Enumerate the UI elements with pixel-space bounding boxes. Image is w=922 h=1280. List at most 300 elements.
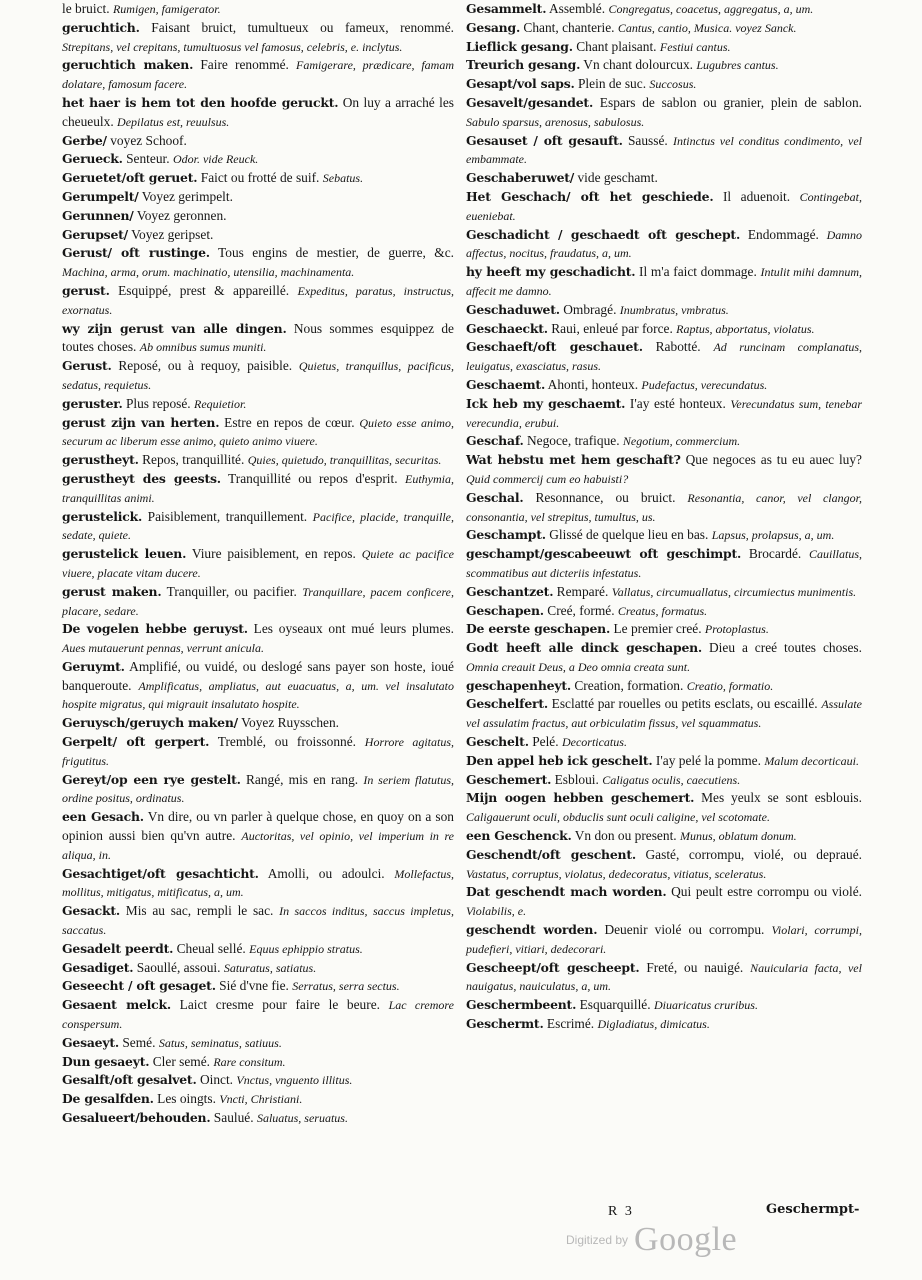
entry-headword: hy heeft my geschadicht. xyxy=(466,264,636,280)
entry-french: Esbloui. xyxy=(554,771,599,787)
entry-headword: Dat geschendt mach worden. xyxy=(466,884,667,900)
entry-latin: Vastatus, corruptus, violatus, dedecoratus, vitiatus, sceleratus. xyxy=(466,866,767,881)
entry-latin: Quieto esse animo, securum ac liberum esse animo, quieto animo viuere. xyxy=(62,415,454,449)
entry-headword: Gesaeyt. xyxy=(62,1034,119,1050)
entry-latin: Pacifice, placide, tranquille, sedate, quiete. xyxy=(62,509,454,543)
entry-latin: Assulate vel assulatim fractus, aut orbiculatim fissus, vel squammatus. xyxy=(466,697,862,731)
entry-french: I'ay pelé la pomme. xyxy=(655,752,761,768)
dictionary-entry xyxy=(62,771,454,809)
dictionary-entry xyxy=(466,338,862,376)
entry-headword: Geschermt. xyxy=(466,1016,544,1032)
dictionary-entry xyxy=(466,75,862,94)
entry-latin: Succosus. xyxy=(649,77,697,92)
entry-latin: Vncti, Christiani. xyxy=(219,1092,303,1107)
entry-french: Raui, enleué par force. xyxy=(551,320,673,336)
dictionary-entry xyxy=(62,1053,454,1072)
entry-latin: Pudefactus, verecundatus. xyxy=(641,377,768,392)
entry-french: Plein de suc. xyxy=(577,76,647,92)
entry-headword: Gerust. xyxy=(62,358,112,374)
entry-french: Escrimé. xyxy=(546,1016,595,1032)
entry-latin: Ab omnibus sumus muniti. xyxy=(139,340,267,355)
entry-french: Creé, formé. xyxy=(547,602,615,618)
dictionary-entry xyxy=(62,1034,454,1053)
entry-latin: Quies, quietudo, tranquillitas, securitas. xyxy=(247,453,442,468)
dictionary-entry xyxy=(466,677,862,696)
entry-latin: Horrore agitatus, frigutitus. xyxy=(62,735,454,768)
entry-french: Brocardé. xyxy=(748,546,802,562)
entry-latin: Sabulo sparsus, arenosus, sabulosus. xyxy=(466,114,645,129)
dictionary-entry xyxy=(62,132,454,151)
entry-latin: Decorticatus. xyxy=(561,735,627,750)
entry-french: Nous sommes esquippez de toutes choses. xyxy=(62,320,454,355)
entry-latin: Quiete ac pacifice viuere, placate vitam ducere. xyxy=(62,547,454,580)
entry-french: Reposé, ou à requoy, paisible. xyxy=(118,358,293,374)
dictionary-entry xyxy=(62,320,454,358)
entry-latin: Caligauerunt oculi, obduclis sunt oculi caligine, vel scotomate. xyxy=(466,810,770,825)
entry-headword: Gesackt. xyxy=(62,903,121,919)
entry-french: Saulué. xyxy=(213,1110,254,1126)
watermark-logo-text: Google xyxy=(634,1221,738,1258)
entry-latin: Verecundatus sum, tenebar verecundia, erubui. xyxy=(466,396,862,430)
entry-headword: gerustheyt. xyxy=(62,452,139,468)
entry-latin: Munus, oblatum donum. xyxy=(680,829,797,844)
entry-french: Deuenir violé ou corrompu. xyxy=(604,922,765,938)
entry-headword: Gesadiget. xyxy=(62,959,134,975)
entry-latin: Creatus, formatus. xyxy=(617,603,708,618)
entry-french: Il m'a faict dommage. xyxy=(639,264,757,280)
dictionary-entry xyxy=(466,846,862,884)
entry-latin: Omnia creauit Deus, a Deo omnia creata sunt. xyxy=(466,659,691,674)
dictionary-entry xyxy=(62,545,454,583)
entry-french: Esquarquillé. xyxy=(579,997,651,1013)
entry-french: Cheual sellé. xyxy=(176,940,246,956)
entry-latin: Cantus, cantio, Musica. voyez Sanck. xyxy=(617,20,797,35)
entry-headword: Ick heb my geschaemt. xyxy=(466,395,626,411)
dictionary-entry xyxy=(466,695,862,733)
dictionary-entry xyxy=(466,526,862,545)
dictionary-entry xyxy=(466,301,862,320)
entry-french: Faisant bruict, tumultueux ou fameux, renommé. xyxy=(151,19,454,35)
entry-french: Negoce, trafique. xyxy=(526,433,620,449)
entry-latin: Raptus, abportatus, violatus. xyxy=(676,321,815,336)
entry-latin: Lugubres cantus. xyxy=(696,58,779,73)
entry-latin: Intinctus vel conditus condimento, vel embammate. xyxy=(466,133,862,167)
entry-latin: Creatio, formatio. xyxy=(686,678,774,693)
entry-headword: geruchtich. xyxy=(62,19,140,35)
entry-latin: Quid commercij cum eo habuisti? xyxy=(466,471,629,486)
entry-headword: De vogelen hebbe geruyst. xyxy=(62,621,248,637)
dictionary-entry xyxy=(466,545,862,583)
entry-headword: Gesauset / oft gesauft. xyxy=(466,132,623,148)
entry-headword: Geschendt/oft geschent. xyxy=(466,846,636,862)
entry-headword: een Geschenck. xyxy=(466,828,572,844)
entry-headword: een Gesach. xyxy=(62,809,144,825)
entry-latin: In saccos inditus, saccus impletus, saccatus. xyxy=(62,904,454,938)
entry-headword: Gesang. xyxy=(466,19,521,35)
entry-french: Semé. xyxy=(122,1034,156,1050)
entry-headword: Geschal. xyxy=(466,489,524,505)
entry-latin: Depilatus est, reuulsus. xyxy=(117,114,230,129)
entry-latin: Lapsus, prolapsus, a, um. xyxy=(711,528,835,543)
entry-french: Vn dire, ou vn parler à quelque chose, en quoy on a son opinion aussi bien qu'vn autre. xyxy=(62,809,454,844)
entry-headword: wy zijn gerust van alle dingen. xyxy=(62,320,287,336)
dictionary-entry xyxy=(62,56,454,94)
dictionary-entry xyxy=(466,583,862,602)
entry-headword: Gesalft/oft gesalvet. xyxy=(62,1072,197,1088)
entry-headword: Geseecht / oft gesaget. xyxy=(62,978,216,994)
entry-headword: Mijn oogen hebben geschemert. xyxy=(466,790,695,806)
entry-headword: Geschaf. xyxy=(466,433,524,449)
entry-french: Pelé. xyxy=(532,734,559,750)
entry-headword: Gerust/ oft rustinge. xyxy=(62,245,210,261)
dictionary-entry xyxy=(466,376,862,395)
entry-latin: Intulit mihi damnum, affecit me damno. xyxy=(466,265,863,298)
entry-headword: Geschaberuwet/ xyxy=(466,170,575,186)
entry-latin: In seriem flatutus, ordine positus, ordinatus. xyxy=(62,772,454,806)
dictionary-entry xyxy=(466,489,862,527)
dictionary-entry xyxy=(466,395,862,433)
entry-latin: Amplificatus, ampliatus, aut euacuatus, a, um. vel insalutato hospite migratus, qui migrauit insalutato hospite. xyxy=(62,678,454,712)
entry-french: Amplifié, ou vuidé, ou deslogé sans payer son hoste, ioué banqueroute. xyxy=(62,658,454,693)
entry-headword: Geschermbeent. xyxy=(466,997,577,1013)
dictionary-entry xyxy=(62,733,454,771)
entry-french: Esclatté par rouelles ou petits esclats, ou escaillé. xyxy=(551,696,818,712)
entry-french: Voyez gerimpelt. xyxy=(141,188,233,204)
entry-french: Chant plaisant. xyxy=(576,38,657,54)
entry-latin: Vallatus, circumuallatus, circumiectus munimentis. xyxy=(611,584,857,599)
dictionary-entry xyxy=(62,282,454,320)
entry-french: vide geschamt. xyxy=(577,170,658,186)
entry-latin: Saluatus, seruatus. xyxy=(256,1111,348,1126)
entry-headword: Gerbe/ xyxy=(62,132,107,148)
dictionary-entry xyxy=(466,432,862,451)
dictionary-entry xyxy=(466,639,862,677)
entry-headword: Dun gesaeyt. xyxy=(62,1053,150,1069)
entry-headword: De eerste geschapen. xyxy=(466,621,611,637)
entry-french: Qui peult estre corrompu ou violé. xyxy=(671,884,862,900)
entry-french: Tremblé, ou froissonné. xyxy=(217,734,357,750)
entry-french: Plus reposé. xyxy=(125,395,191,411)
dictionary-entry xyxy=(62,583,454,621)
entry-headword: Geruymt. xyxy=(62,658,125,674)
entry-latin: Odor. vide Reuck. xyxy=(172,152,259,167)
dictionary-entry xyxy=(62,940,454,959)
entry-french: Esquippé, prest & appareillé. xyxy=(118,282,290,298)
entry-french: Senteur. xyxy=(126,151,170,167)
entry-latin: Auctoritas, vel opinio, vel imperium in re aliqua, in. xyxy=(62,829,454,862)
entry-french: Gasté, corrompu, violé, ou depraué. xyxy=(645,846,862,862)
entry-headword: geruster. xyxy=(62,395,123,411)
dictionary-entry xyxy=(62,470,454,508)
entry-latin: Rumigen, famigerator. xyxy=(112,2,221,16)
dictionary-entry xyxy=(466,56,862,75)
entry-french: Tranquiller, ou pacifier. xyxy=(166,583,297,599)
dictionary-entry xyxy=(466,451,862,489)
dictionary-entry xyxy=(466,38,862,57)
entry-latin: Equus ephippio stratus. xyxy=(249,941,363,956)
entry-french: Espars de sablon ou granier, plein de sablon. xyxy=(599,94,862,110)
dictionary-entry xyxy=(466,320,862,339)
entry-headword: geschampt/gescabeeuwt oft geschimpt. xyxy=(466,546,742,562)
signature-mark: R 3 xyxy=(608,1204,634,1219)
entry-headword: Gesadelt peerdt. xyxy=(62,940,174,956)
entry-french: le bruict. xyxy=(62,1,110,16)
dictionary-entry xyxy=(466,188,862,226)
entry-latin: Negotium, commercium. xyxy=(622,434,741,449)
entry-headword: De gesalfden. xyxy=(62,1091,154,1107)
entry-french: Sié d'vne fie. xyxy=(219,978,289,994)
dictionary-entry xyxy=(466,733,862,752)
dictionary-entry xyxy=(62,357,454,395)
entry-latin: Contingebat, eueniebat. xyxy=(466,189,863,223)
entry-french: Glissé de quelque lieu en bas. xyxy=(549,527,709,543)
entry-french: Resonnance, ou bruict. xyxy=(535,489,676,505)
entry-latin: Euthymia, tranquillitas animi. xyxy=(62,471,454,505)
dictionary-entry xyxy=(62,658,454,714)
entry-french: Les oyseaux ont mué leurs plumes. xyxy=(253,621,454,637)
entry-latin: Inumbratus, vmbratus. xyxy=(619,302,729,317)
entry-headword: Gescheept/oft gescheept. xyxy=(466,959,640,975)
entry-headword: Gesapt/vol saps. xyxy=(466,76,575,92)
entry-french: Assemblé. xyxy=(548,1,606,16)
dictionary-entry xyxy=(62,244,454,282)
entry-french: Voyez Ruysschen. xyxy=(241,715,339,731)
entry-french: Rabotté. xyxy=(655,339,701,355)
entry-french: Que negoces as tu eu auec luy? xyxy=(685,452,862,468)
entry-french: Tous engins de mestier, de guerre, &c. xyxy=(218,245,454,261)
entry-headword: Geschaemt. xyxy=(466,376,546,392)
entry-latin: Digladiatus, dimicatus. xyxy=(597,1017,710,1032)
dictionary-entry xyxy=(62,996,454,1034)
entry-french: Saoullé, assoui. xyxy=(136,959,221,975)
entry-latin: Violabilis, e. xyxy=(466,904,527,919)
entry-latin: Satus, seminatus, satiuus. xyxy=(158,1035,282,1050)
entry-headword: Godt heeft alle dinck geschapen. xyxy=(466,640,703,656)
dictionary-entry xyxy=(466,883,862,921)
dictionary-entry xyxy=(466,0,862,19)
dictionary-entry xyxy=(466,789,862,827)
entry-headword: Geschelt. xyxy=(466,734,529,750)
dictionary-entry xyxy=(466,771,862,790)
entry-latin: Malum decorticaui. xyxy=(764,753,859,768)
entry-headword: Wat hebstu met hem geschaft? xyxy=(466,452,681,468)
entry-headword: Gerueck. xyxy=(62,151,123,167)
entry-french: On luy a arraché les cheueulx. xyxy=(62,94,454,129)
dictionary-entry xyxy=(466,263,862,301)
dictionary-entry xyxy=(466,921,862,959)
dictionary-entry xyxy=(62,959,454,978)
entry-french: Il aduenoit. xyxy=(722,188,791,204)
entry-french: Oinct. xyxy=(199,1072,234,1088)
entry-french: Dieu a creé toutes choses. xyxy=(708,640,862,656)
entry-french: Le premier creé. xyxy=(613,621,702,637)
dictionary-entry xyxy=(466,827,862,846)
entry-french: I'ay esté honteux. xyxy=(629,395,726,411)
entry-latin: Lac cremore conspersum. xyxy=(62,998,454,1032)
dictionary-entry xyxy=(466,169,862,188)
dictionary-entry xyxy=(466,996,862,1015)
entry-headword: Geschadicht / geschaedt oft geschept. xyxy=(466,226,741,242)
entry-headword: gerust maken. xyxy=(62,583,162,599)
dictionary-entry xyxy=(466,1015,862,1034)
entry-headword: Geruysch/geruych maken/ xyxy=(62,715,238,731)
dictionary-entry xyxy=(62,19,454,57)
left-column xyxy=(62,0,454,1128)
dictionary-entry xyxy=(62,714,454,733)
entry-headword: Geschantzet. xyxy=(466,583,554,599)
entry-latin: Ad runcinam complanatus, leuigatus, exasciatus, rasus. xyxy=(466,340,862,374)
dictionary-entry xyxy=(62,508,454,546)
entry-latin: Tranquillare, pacem conficere, placare, sedare. xyxy=(62,584,455,618)
entry-french: Mes yeulx se sont esblouis. xyxy=(701,790,862,806)
entry-latin: Vnctus, vnguento illitus. xyxy=(236,1073,353,1088)
entry-french: Cler semé. xyxy=(152,1053,210,1069)
entry-headword: Gesammelt. xyxy=(466,1,547,16)
entry-headword: gerustheyt des geests. xyxy=(62,470,221,486)
entry-french: Mis au sac, rempli le sac. xyxy=(125,903,274,919)
dictionary-entry xyxy=(466,602,862,621)
entry-french: Rangé, mis en rang. xyxy=(245,771,359,787)
dictionary-entry xyxy=(62,0,454,19)
dictionary-entry xyxy=(62,207,454,226)
entry-latin: Nauicularia facta, vel nauigatus, nauiculatus, a, um. xyxy=(466,960,862,994)
dictionary-entry xyxy=(62,902,454,940)
entry-french: Ahonti, honteux. xyxy=(547,376,639,392)
entry-latin: Caligatus oculis, caecutiens. xyxy=(602,772,741,787)
entry-french: Laict cresme pour faire le beure. xyxy=(179,997,380,1013)
dictionary-entry xyxy=(62,977,454,996)
entry-latin: Mollefactus, mollitus, mitigatus, mitificatus, a, um. xyxy=(62,866,455,900)
entry-headword: gerustelick. xyxy=(62,508,143,524)
dictionary-entry xyxy=(62,94,454,132)
entry-french: Freté, ou nauigé. xyxy=(646,959,744,975)
entry-latin: Rare consitum. xyxy=(213,1054,286,1069)
entry-french: Amolli, ou adoulci. xyxy=(267,865,385,881)
entry-latin: Machina, arma, orum. machinatio, utensilia, machinamenta. xyxy=(62,265,355,280)
dictionary-entry xyxy=(466,959,862,997)
entry-french: Endommagé. xyxy=(747,226,819,242)
entry-french: Remparé. xyxy=(556,583,609,599)
entry-french: voyez Schoof. xyxy=(110,132,187,148)
entry-french: Repos, tranquillité. xyxy=(142,452,245,468)
entry-french: Chant, chanterie. xyxy=(523,19,615,35)
entry-french: Voyez geronnen. xyxy=(136,207,227,223)
dictionary-entry xyxy=(466,94,862,132)
catchword: Geschermpt- xyxy=(766,1202,860,1217)
entry-french: Les oingts. xyxy=(157,1091,216,1107)
entry-headword: geschendt worden. xyxy=(466,922,598,938)
entry-french: Ombragé. xyxy=(563,301,617,317)
entry-latin: Protoplastus. xyxy=(704,622,769,637)
dictionary-entry xyxy=(466,226,862,264)
entry-french: Faire renommé. xyxy=(200,57,289,73)
entry-headword: Gerunnen/ xyxy=(62,207,134,223)
entry-latin: Quietus, tranquillus, pacificus, sedatus, requietus. xyxy=(62,359,454,392)
entry-headword: Gesaent melck. xyxy=(62,997,172,1013)
dictionary-entry xyxy=(62,150,454,169)
entry-headword: Geschapen. xyxy=(466,602,544,618)
entry-headword: Gerumpelt/ xyxy=(62,188,139,204)
entry-headword: Gerupset/ xyxy=(62,226,128,242)
entry-french: Saussé. xyxy=(627,132,668,148)
entry-headword: gerust. xyxy=(62,282,110,298)
watermark-small-text: Digitized by xyxy=(566,1233,629,1247)
entry-headword: Geruetet/oft geruet. xyxy=(62,170,198,186)
dictionary-entry xyxy=(62,169,454,188)
entry-headword: gerust zijn van herten. xyxy=(62,414,220,430)
dictionary-entry xyxy=(62,395,454,414)
entry-headword: geruchtich maken. xyxy=(62,57,194,73)
entry-latin: Violari, corrumpi, pudefieri, vitiari, dedecorari. xyxy=(466,923,862,956)
entry-latin: Damno affectus, nocitus, fraudatus, a, um. xyxy=(466,227,862,261)
dictionary-entry xyxy=(62,620,454,658)
entry-headword: geschapenheyt. xyxy=(466,677,571,693)
entry-french: Vn chant dolourcux. xyxy=(583,57,693,73)
entry-headword: Lieflick gesang. xyxy=(466,38,573,54)
entry-headword: Gesalueert/behouden. xyxy=(62,1110,211,1126)
digitized-watermark xyxy=(566,1220,737,1260)
entry-french: Vn don ou present. xyxy=(574,828,677,844)
entry-latin: Aues mutauerunt pennas, verrunt anicula. xyxy=(62,641,264,656)
entry-headword: Gereyt/op een rye gestelt. xyxy=(62,771,241,787)
entry-french: Faict ou frotté de suif. xyxy=(200,170,320,186)
dictionary-entry xyxy=(62,226,454,245)
entry-french: Viure paisiblement, en repos. xyxy=(191,546,356,562)
right-column xyxy=(466,0,862,1034)
entry-latin: Famigerare, prædicare, famam dolatare, famosum facere. xyxy=(62,58,454,92)
entry-latin: Congregatus, coacetus, aggregatus, a, um. xyxy=(608,2,814,16)
dictionary-entry xyxy=(62,1071,454,1090)
entry-headword: Den appel heb ick geschelt. xyxy=(466,752,653,768)
entry-french: Voyez geripset. xyxy=(131,226,214,242)
entry-headword: Geschaeckt. xyxy=(466,320,548,336)
entry-french: Paisiblement, tranquillement. xyxy=(147,508,308,524)
entry-headword: Geschemert. xyxy=(466,771,552,787)
entry-latin: Cauillatus, scommatibus aut dicteriis infestatus. xyxy=(466,547,862,580)
entry-headword: gerustelick leuen. xyxy=(62,546,187,562)
entry-headword: Het Geschach/ oft het geschiede. xyxy=(466,188,714,204)
dictionary-entry xyxy=(62,414,454,452)
entry-latin: Saturatus, satiatus. xyxy=(223,960,317,975)
entry-headword: Geschaduwet. xyxy=(466,301,560,317)
entry-latin: Festiui cantus. xyxy=(659,39,731,54)
entry-headword: het haer is hem tot den hoofde geruckt. xyxy=(62,94,339,110)
dictionary-entry xyxy=(62,865,454,903)
entry-headword: Geschaeft/oft geschauet. xyxy=(466,339,643,355)
entry-headword: Gerpelt/ oft gerpert. xyxy=(62,734,210,750)
dictionary-entry xyxy=(62,808,454,864)
entry-headword: Geschelfert. xyxy=(466,696,548,712)
entry-headword: Treurich gesang. xyxy=(466,57,581,73)
entry-headword: Gesavelt/gesandet. xyxy=(466,94,594,110)
dictionary-entry xyxy=(466,132,862,170)
dictionary-entry xyxy=(62,1090,454,1109)
dictionary-entry xyxy=(62,1109,454,1128)
dictionary-entry xyxy=(62,188,454,207)
entry-latin: Expeditus, paratus, instructus, exornatus. xyxy=(62,283,454,317)
dictionary-entry xyxy=(466,620,862,639)
entry-french: Estre en repos de cœur. xyxy=(224,414,355,430)
entry-headword: Gesachtiget/oft gesachticht. xyxy=(62,865,259,881)
entry-latin: Diuaricatus cruribus. xyxy=(653,998,758,1013)
dictionary-entry xyxy=(62,451,454,470)
entry-latin: Serratus, serra sectus. xyxy=(292,979,400,994)
dictionary-entry xyxy=(466,752,862,771)
entry-latin: Requietior. xyxy=(194,396,247,411)
entry-latin: Resonantia, canor, vel clangor, consonantia, vel strepitus, tumultus, us. xyxy=(466,490,862,524)
entry-french: Tranquillité ou repos d'esprit. xyxy=(228,470,398,486)
entry-headword: Geschampt. xyxy=(466,527,546,543)
